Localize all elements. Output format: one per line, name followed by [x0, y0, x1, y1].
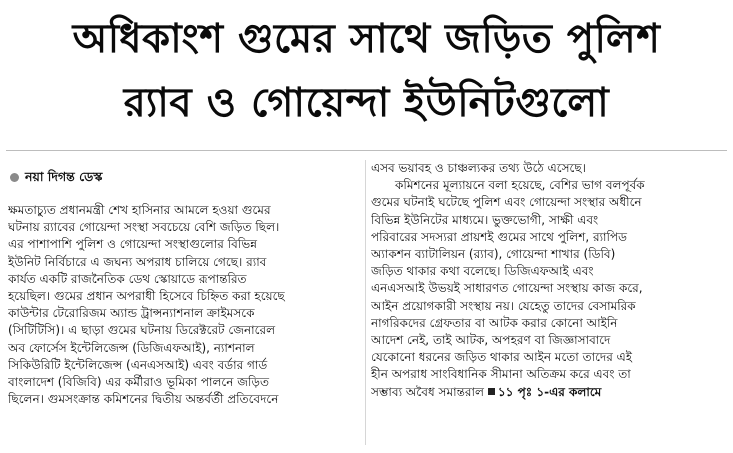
article-line: হয়েছিল। গুমের প্রধান অপরাধী হিসেবে চিহ্নিত করা হয়েছে: [8, 289, 285, 304]
article-line: সিকিউরিটি ইন্টেলিজেন্স (এনএসআই) এবং বর্ডার গার্ড: [8, 357, 268, 372]
article-line: এনএসআই উভয়ই সাধারণত গোয়েন্দা সংস্থায় কাজ করে,: [371, 281, 643, 296]
article-line: অ্যাকশন ব্যাটালিয়ন (র‍্যাব), গোয়েন্দা শাখার (ডিবি): [371, 247, 616, 262]
article-line: পরিবারের সদস্যরা প্রায়শই গুমের সাথে পুলিশ, র‍্যাপিড: [371, 229, 627, 244]
article-line: ক্ষমতাচ্যুত প্রধানমন্ত্রী শেখ হাসিনার আমলে হওয়া গুমের: [8, 203, 271, 217]
article-line: এর পাশাপাশি পুলিশ ও গোয়েন্দা সংস্থাগুলোর বিভিন্ন: [8, 237, 257, 252]
left-column-body: [8, 202, 360, 408]
article-line: বিভিন্ন ইউনিটের মাধ্যমে। ভুক্তভোগী, সাক্ষী এবং: [371, 212, 599, 227]
article-line: নাগরিকদের গ্রেফতার বা আটক করার কোনো আইনি: [371, 315, 618, 330]
article-line: যেকোনো ধরনের জড়িত থাকার আইন মতো তাদের এই: [371, 350, 632, 365]
article-line: বাংলাদেশ (বিজিবি) এর কর্মীরাও ভূমিকা পালনে জড়িত: [8, 375, 269, 390]
headline-divider: [6, 150, 727, 151]
article-line: গুমের ঘটনাই ঘটেছে পুলিশ এবং গোয়েন্দা সংস্থার অধীনে: [371, 195, 642, 210]
article-line: ছিলেন। গুমসংক্রান্ত কমিশনের দ্বিতীয় অন্তর্বর্তী প্রতিবেদনে: [8, 392, 279, 407]
article-line: আইন প্রয়োগকারী সংস্থায় নয়। যেহেতু তাদের বেসামরিক: [371, 298, 636, 313]
article-line: কার্যত একটি রাজনৈতিক ডেথ স্কোয়াডে রূপান্তরিত: [8, 271, 247, 286]
article-line: ঘটনায় র‍্যাবের গোয়েন্দা সংস্থা সবচেয়ে বেশি জড়িত ছিল।: [8, 220, 280, 235]
article-column-right: [371, 160, 725, 450]
column-divider: [365, 160, 366, 445]
byline-text: নয়া দিগন্ত ডেস্ক: [25, 169, 103, 184]
article-line: (সিটিটিসি)। এ ছাড়া গুমের ঘটনায় ডিরেক্টরেট জেনারেল: [8, 323, 276, 338]
last-line-text: সম্ভাব্য অবৈধ সমান্তরাল: [371, 384, 484, 399]
right-column-paragraph-1: [371, 160, 725, 177]
article-line: এসব ভয়াবহ ও চাঞ্চল্যকর তথ্য উঠে এসেছে।: [371, 161, 586, 175]
headline-line-1: অধিকাংশ গুমের সাথে জড়িত পুলিশ: [72, 16, 661, 62]
article-line: অব ফোর্সেস ইন্টেলিজেন্স (ডিজিএফআই), ন্যাশনাল: [8, 340, 255, 355]
article-line: হীন অপরাধ সাংবিধানিক সীমানা অতিক্রম করে এবং তা: [371, 367, 631, 382]
article-line: ইউনিট নির্বিচারে এ জঘন্য অপরাধ চালিয়ে গেছে। র‍্যাব: [8, 254, 267, 269]
article-line: কাউন্টার টেরোরিজম অ্যান্ড ট্রান্সন্যাশনাল ক্রাইমসকে: [8, 306, 255, 321]
byline: [10, 168, 360, 186]
bullet-icon: [10, 173, 19, 182]
article-line: আদেশ নেই, তাই আটক, অপহরণ বা জিজ্ঞাসাবাদে: [371, 333, 611, 348]
right-column-paragraph-2: [371, 194, 725, 383]
square-bullet-icon: [488, 388, 495, 395]
article-column-left: [8, 160, 360, 450]
headline-line-2: র‍্যাব ও গোয়েন্দা ইউনিটগুলো: [123, 80, 610, 126]
article-line: কমিশনের মূল্যায়নে বলা হয়েছে, বেশির ভাগ বলপূর্বক: [395, 178, 645, 193]
article-line: জড়িত থাকার কথা বলেছে। ডিজিএফআই এবং: [371, 264, 594, 279]
article-last-line: [371, 384, 725, 401]
continuation-note: ১১ পৃঃ ১-এর কলামে: [497, 384, 602, 399]
